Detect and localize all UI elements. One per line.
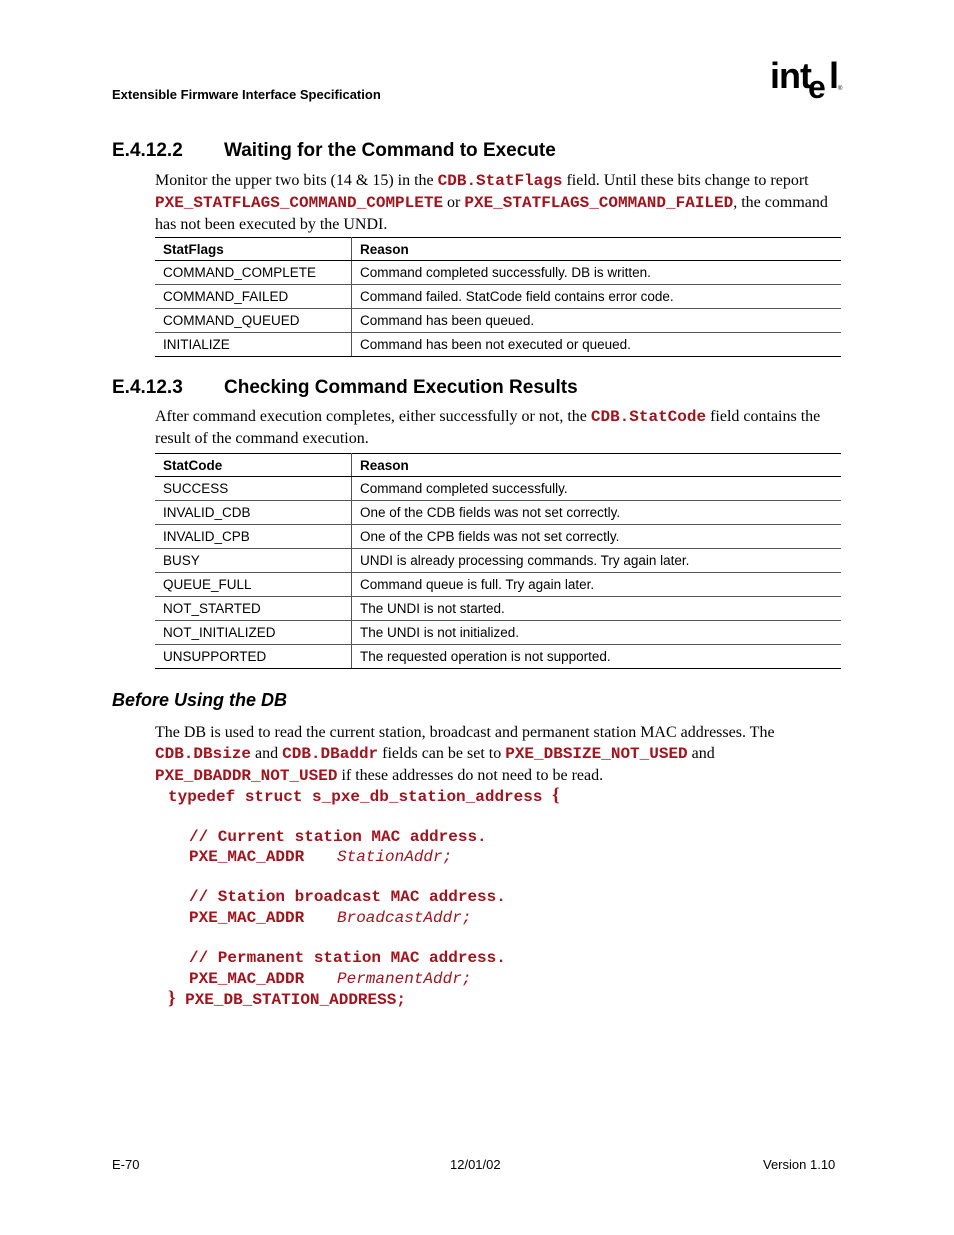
code-field-line: PXE_MAC_ADDR StationAddr; <box>189 848 453 866</box>
code-line-typedef: typedef struct s_pxe_db_station_address { <box>168 785 560 806</box>
code-comment: // Current station MAC address. <box>189 828 487 846</box>
column-header: Reason <box>352 454 842 477</box>
table-row <box>155 477 841 501</box>
table-cell: Command completed successfully. <box>352 477 842 501</box>
section-title: Waiting for the Command to Execute <box>224 140 556 161</box>
table-header-row <box>155 454 841 477</box>
section-paragraph: Monitor the upper two bits (14 & 15) in the CDB.StatFlags field. Until these bits change to report PXE_STATFLAGS_COMMAND_COMPLETE or PXE_STATFLAGS_COMMAND_FAILED, the command has not been executed by the UNDI. <box>155 172 828 233</box>
section-heading-e4122 <box>112 140 556 162</box>
section-number: E.4.12.3 <box>112 377 183 398</box>
svg-text:e: e <box>808 69 826 104</box>
table-cell: Command queue is full. Try again later. <box>352 573 842 597</box>
table-cell: UNSUPPORTED <box>155 645 352 669</box>
table-cell: Command has been queued. <box>352 309 842 333</box>
table-row <box>155 597 841 621</box>
table-cell: Command completed successfully. DB is written. <box>352 261 842 285</box>
statflags-table <box>155 237 841 357</box>
section-paragraph: After command execution completes, either successfully or not, the CDB.StatCode field contains the result of the command execution. <box>155 408 821 447</box>
table-cell: INITIALIZE <box>155 333 352 357</box>
code-term: PXE_STATFLAGS_COMMAND_COMPLETE <box>155 194 444 212</box>
table-cell: UNDI is already processing commands. Try again later. <box>352 549 842 573</box>
code-term: PXE_STATFLAGS_COMMAND_FAILED <box>464 194 734 212</box>
table-row <box>155 621 841 645</box>
footer-date: 12/01/02 <box>450 1157 501 1172</box>
table-row <box>155 525 841 549</box>
table-row <box>155 333 841 357</box>
table-cell: NOT_STARTED <box>155 597 352 621</box>
code-line-close: } PXE_DB_STATION_ADDRESS; <box>168 988 406 1009</box>
table-cell: One of the CPB fields was not set correctly. <box>352 525 842 549</box>
code-term: CDB.StatFlags <box>437 172 563 190</box>
table-row <box>155 645 841 669</box>
column-header: Reason <box>352 238 842 261</box>
section-paragraph: The DB is used to read the current station, broadcast and permanent station MAC addresses. The CDB.DBsize and CDB.DBaddr fields can be set to PXE_DBSIZE_NOT_USED and PXE_DBADDR_NOT_USED if these addresses do not need to be read. <box>155 724 775 785</box>
column-header: StatCode <box>155 454 352 477</box>
code-comment: // Permanent station MAC address. <box>189 949 506 967</box>
subsection-heading: Before Using the DB <box>112 690 288 710</box>
svg-text:int: int <box>770 58 811 96</box>
footer-page-number: E-70 <box>112 1157 140 1172</box>
table-cell: BUSY <box>155 549 352 573</box>
table-cell: COMMAND_COMPLETE <box>155 261 352 285</box>
table-cell: QUEUE_FULL <box>155 573 352 597</box>
table-cell: NOT_INITIALIZED <box>155 621 352 645</box>
table-cell: Command has been not executed or queued. <box>352 333 842 357</box>
table-cell: INVALID_CDB <box>155 501 352 525</box>
table-cell: SUCCESS <box>155 477 352 501</box>
table-cell: The UNDI is not initialized. <box>352 621 842 645</box>
footer-version: Version 1.10 <box>763 1157 836 1172</box>
table-cell: INVALID_CPB <box>155 525 352 549</box>
statcode-table <box>155 453 841 669</box>
svg-text:l: l <box>829 58 840 96</box>
section-title: Checking Command Execution Results <box>224 377 578 398</box>
table-cell: COMMAND_FAILED <box>155 285 352 309</box>
table-cell: One of the CDB fields was not set correctly. <box>352 501 842 525</box>
code-term: CDB.StatCode <box>590 408 707 426</box>
code-comment: // Station broadcast MAC address. <box>189 888 506 906</box>
code-term: PXE_DBADDR_NOT_USED <box>155 767 338 785</box>
section-number: E.4.12.2 <box>112 140 183 161</box>
table-row <box>155 309 841 333</box>
table-cell: The UNDI is not started. <box>352 597 842 621</box>
table-row <box>155 261 841 285</box>
code-term: CDB.DBsize <box>155 745 252 763</box>
table-cell: The requested operation is not supported. <box>352 645 842 669</box>
table-cell: COMMAND_QUEUED <box>155 309 352 333</box>
code-term: PXE_DBSIZE_NOT_USED <box>505 745 688 763</box>
table-header-row <box>155 238 841 261</box>
section-heading-e4123 <box>112 377 578 399</box>
column-header: StatFlags <box>155 238 352 261</box>
table-row <box>155 501 841 525</box>
table-row <box>155 549 841 573</box>
table-row <box>155 285 841 309</box>
intel-logo <box>768 58 846 104</box>
code-term: CDB.DBaddr <box>282 745 379 763</box>
code-field-line: PXE_MAC_ADDR BroadcastAddr; <box>189 909 472 927</box>
svg-text:®: ® <box>838 86 843 92</box>
code-field-line: PXE_MAC_ADDR PermanentAddr; <box>189 970 472 988</box>
table-row <box>155 573 841 597</box>
running-header-title: Extensible Firmware Interface Specification <box>112 87 381 102</box>
table-cell: Command failed. StatCode field contains error code. <box>352 285 842 309</box>
